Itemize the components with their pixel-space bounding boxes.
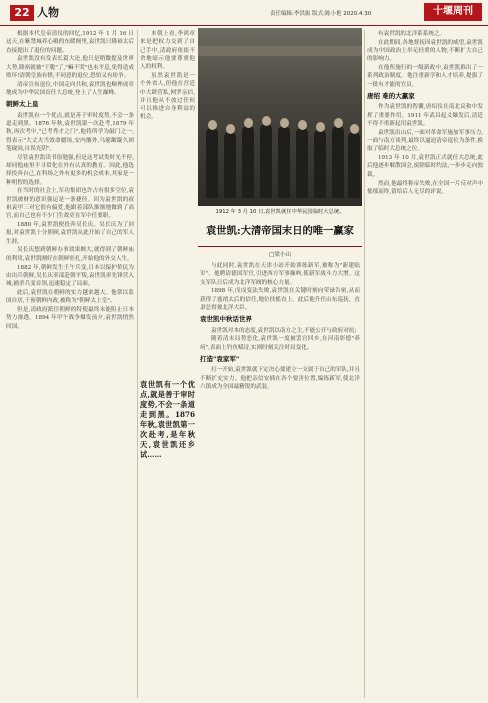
paragraph: 袁世凯出山后,一面对革命军施加军事压力,一面与南方谈判,最终以逼迫清帝退位为条件,换取了临时大总统之位。: [367, 129, 483, 153]
paragraph: 此后,袁世凯在朝鲜的实力越来越大。他常以监国自居,干预朝鲜内政,被称为"朝鲜太上皇"。: [6, 289, 134, 305]
subheading: 袁世凯中秋话世界: [200, 315, 252, 324]
paragraph: 尽管袁世凯读书很勉强,但是这考试类时光不停,却同他庙里不寻常化在外有认真的教育。因此,他选择投奔自己,在科场之外有更多的机会成本,其家是一种明智的选择。: [6, 154, 134, 186]
paragraph: 本朝上看,李鸿章来是把权力交到了自己手中,清政府依依不舍地暗示他要尊重他人的权利。: [140, 31, 195, 71]
subheading: 唐绍 难的大赢家: [367, 92, 415, 101]
column-divider: [137, 30, 138, 698]
page-number: 22: [10, 5, 34, 21]
paragraph: 与此同时,袁世凯在天津小站开始训练新军,被称为"新建陆军"。他聘请德国军官,引进西方军事操典,使新军战斗力大增。这支军队日后成为北洋军阀的核心力量。: [200, 263, 360, 286]
subheading: 朝鲜太上皇: [6, 100, 39, 109]
headline-rule: [198, 246, 362, 247]
paragraph: 1898 年,戊戌变法失败,袁世凯在关键时刻向荣禄告密,从而获得了慈禧太后的信任,地位扶摇直上。此后他升任山东巡抚、直隶总督兼北洋大臣。: [200, 288, 360, 311]
paragraph: 清帝宣布退位,中国走向共和,袁世凯也顺理成章地成为中华民国首任大总统,登上了人生巅峰。: [6, 81, 134, 97]
article-byline: □梁小山: [268, 252, 292, 258]
section-title: 人物: [37, 6, 59, 19]
paragraph: 有袁世凯的北洋系系统之。: [378, 31, 446, 37]
paragraph: 在当时的社会上,军功集团也许占有很多空位,袁世凯被财的意识强运是一条捷径。因为袁世凯的叔祖袁甲三对它很有偏爱,他跟着部队渐渐地做到了高官,而自己也有不少门生故吏在军中任要职。: [6, 188, 134, 220]
paragraph: 1880 年,袁世凯便投奔吴长庆。吴长庆为了回报,对袁世凯十分照顾,袁世凯从此开始了自己的军人生涯。: [6, 222, 134, 245]
paragraph: 袁世凯有一个优点,就是善于审时度势,不会一条道走到黑。1876 年秋,袁世凯第一次赴考,1879 年秋,再次考中,"已考秀才之门",他将所学为敲门之一,得表示"大丈夫当效命疆场,安内攘外,乌能龌龊久困笔砚间,自误光阴"。: [6, 112, 134, 152]
paragraph: 袁世凯对本的态度,袁世凯以南方之主,不能公开与政府对抗;: [211, 327, 357, 334]
pull-quote: 袁世凯有一个优点,就是善于审时度势,不会一条道走到黑。1876 年秋,袁世凯第一次赴考,是年秋天,袁世凯还乡试……: [140, 380, 195, 459]
paragraph: 打一开始,袁世凯就下定决心要建立一支属于自己的军队,并且不断扩充实力。他把亲信安插在各个要害位置,编练新军,使北洋六镇成为全国最精锐的武装。: [200, 367, 360, 390]
paragraph: 作为袁世凯的智囊,唐绍仪在南北议和中发挥了重要作用。1911 年武昌起义爆发后,清廷不得不重新起用袁世凯。: [367, 104, 483, 127]
paragraph: 吴长庆想到朝鲜办事效果颇大,就得到了朝鲜庙的利用,袁世凯刚好在朝鲜驻扎,开始他的外交人生。: [6, 247, 134, 262]
historical-photo: [198, 28, 362, 206]
article-column-2: [140, 30, 195, 375]
paragraph: 在此期间,各地督抚因袁世凯的威望,袁世凯成为中国政治上举足轻重的人物,不断扩大自己的影响力。: [367, 39, 483, 63]
page-header: [0, 0, 488, 26]
article-column-4: [367, 30, 483, 700]
paragraph: 随着清末局势恶化,袁世凯一度被罢官回乡,在河南彰德"养疴",表面上钓鱼赋诗,实则时刻关注时局变化。: [200, 336, 360, 351]
article-column-3: [200, 262, 360, 698]
editor-meta: 责任编辑:李洪振 版式:陈小艳 2020.4.30: [270, 11, 372, 17]
paragraph: 在他所施行的一级新政中,袁世凯推出了一系列政治制度。他注重新学和人才培养,提拔了一批有才能的官员。: [367, 65, 483, 88]
paragraph: 但是,清政府派往朝鲜的特使最终未能阻止日本势力渗透。1894 年甲午战争爆发前夕,袁世凯悄然回国。: [6, 307, 134, 330]
paragraph: 袁世凯没有发表长篇大论,他只是稍微提及世界大势,隆裕就被"干脆"了,"嘛不哭"也未平息,免得造成败坏!清朝皇族有愤,不同意的退位,恐怕又有纷争。: [6, 56, 134, 79]
newspaper-logo: 十堰周刊: [424, 3, 482, 21]
column-divider: [364, 30, 365, 698]
paragraph: 1882 年,朝鲜发生壬午兵变,日本以保护侨民为由出兵朝鲜,吴长庆率部赴朝平叛,袁世凯率先锋营入城,捕杀兵变首领,迅速稳定了局面。: [6, 264, 134, 288]
paragraph: 然而,他最终称帝失败,在全国一片反对声中郁郁而终,留给后人无尽的评说。: [367, 180, 483, 195]
paragraph: 虽然袁世凯是一个外省人,但他在宫廷中大肆营私,网罗亲信,并且他从不放过任何可以推进自身利益的机会。: [140, 72, 195, 121]
article-headline: 袁世凯:大清帝国末日的唯一赢家: [206, 225, 354, 237]
paragraph: 1913 年 10 月,袁世凯正式就任大总统,此后他逐步解散国会,废除临时约法,一步步走向独裁。: [367, 155, 483, 178]
article-column-1: [6, 30, 134, 700]
photo-caption: 1912 年 3 月 10 日,袁世凯就任中华民国临时大总统。: [215, 209, 345, 215]
paragraph: 根据本代皇帝清仪的回忆,1912 年 1 月 16 日这天,在紫禁城养心殿的东暖阁里,袁世凯只隆裕太后直接提出了退位的问题。: [6, 31, 134, 54]
subheading: 打造"袁家军": [200, 354, 240, 363]
